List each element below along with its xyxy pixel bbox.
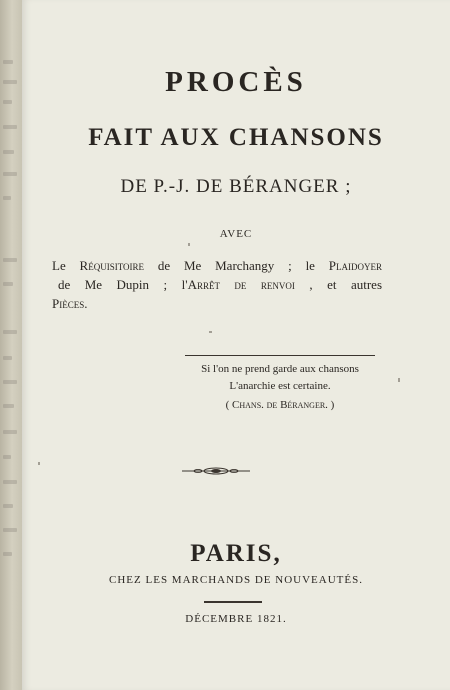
description-arret: Arrêt de renvoi: [187, 277, 295, 292]
bleed-mark: [3, 380, 17, 384]
bleed-mark: [3, 258, 17, 262]
bleed-mark: [3, 356, 12, 360]
title-line-2: FAIT AUX CHANSONS: [88, 124, 384, 151]
title-line-1: PROCÈS: [165, 66, 307, 98]
bleed-mark: [3, 60, 13, 64]
bleed-mark: [3, 125, 17, 129]
epigraph-rule: [185, 355, 375, 356]
bleed-mark: [3, 504, 13, 508]
imprint-rule: [204, 601, 262, 603]
avec-label: AVEC: [219, 228, 253, 240]
ornament-divider-icon: [182, 466, 250, 476]
description-line-3: [52, 294, 382, 313]
imprint-date: DÉCEMBRE 1821.: [185, 613, 287, 625]
description-text: , et autres: [294, 277, 383, 292]
description-line-1: [52, 256, 382, 275]
bleed-mark: [3, 150, 14, 154]
paper-speck: [188, 243, 190, 246]
description-text: de Me Marchangy ; le: [144, 258, 329, 273]
description-plaidoyer: Plaidoyer: [328, 258, 383, 273]
description-text: de Me Dupin ; l': [58, 277, 188, 292]
bleed-mark: [3, 196, 11, 200]
bleed-mark: [3, 172, 17, 176]
bleed-mark: [3, 80, 17, 84]
description-pieces: Pièces: [52, 296, 85, 311]
description-text: .: [84, 296, 88, 311]
bleed-mark: [3, 100, 12, 104]
facing-page-edge: [0, 0, 22, 690]
bleed-mark: [3, 480, 17, 484]
description-text: Le: [52, 258, 80, 273]
bleed-mark: [3, 404, 14, 408]
imprint-publisher: CHEZ LES MARCHANDS DE NOUVEAUTÉS.: [109, 574, 363, 586]
epigraph-line-1: Si l'on ne prend garde aux chansons: [201, 363, 359, 375]
paper-speck: [209, 331, 212, 333]
bleed-mark: [3, 430, 17, 434]
bleed-mark: [3, 330, 17, 334]
description-line-2: [52, 275, 382, 294]
title-line-3: DE P.-J. DE BÉRANGER ;: [120, 176, 352, 197]
paper-speck: [398, 378, 400, 382]
bleed-mark: [3, 552, 12, 556]
imprint-city: PARIS,: [190, 540, 282, 567]
contents-description: [52, 256, 382, 313]
paper-speck: [38, 462, 40, 465]
bleed-mark: [3, 455, 11, 459]
description-requisitoire: Réquisitoire: [79, 258, 145, 273]
bleed-mark: [3, 528, 17, 532]
bleed-mark: [3, 282, 13, 286]
epigraph-line-2: L'anarchie est certaine.: [229, 380, 331, 392]
title-page: [22, 0, 450, 690]
epigraph-attribution: ( Chans. de Béranger. ): [225, 399, 335, 411]
